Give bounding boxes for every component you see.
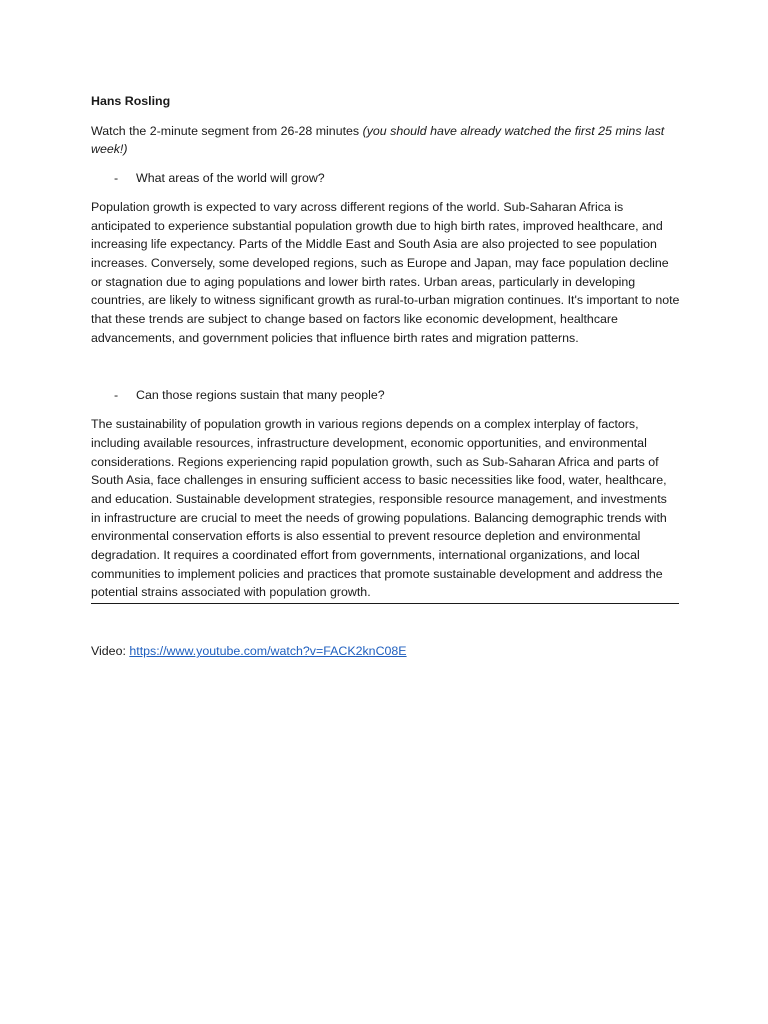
bullet-dash: - xyxy=(114,388,119,403)
intro-aside: (you should have already watched the first 25 mins last week!) xyxy=(91,123,665,157)
answer-2: The sustainability of population growth in various regions depends on a complex interplay of factors, including available resources, infrastructure development, economic opportunities, and environmental considerations. Regions experiencing rapid population growth, such as Sub-Saharan Africa and parts of South Asia, face challenges in ensuring sufficient access to basic necessities like food, water, healthcare, and education. Sustainable development strategies, responsible resource management, and investments in infrastructure are crucial to meet the needs of growing populations. Balancing demographic trends with environmental conservation efforts is also essential to prevent resource depletion and environmental degradation. It requires a coordinated effort from governments, international organizations, and local communities to implement policies and practices that promote sustainable development and address the potential strains associated with population growth. xyxy=(91,415,679,604)
intro-paragraph xyxy=(91,122,681,159)
video-link[interactable]: https://www.youtube.com/watch?v=FACK2knC08E xyxy=(129,644,407,659)
answer-1: Population growth is expected to vary across different regions of the world. Sub-Saharan Africa is anticipated to experience substantial population growth due to high birth rates, improved healthcare, and increasing life expectancy. Parts of the Middle East and South Asia are also projected to see population increases. Conversely, some developed regions, such as Europe and Japan, may face population decline or stagnation due to aging populations and lower birth rates. Urban areas, particularly in developing countries, are likely to witness significant growth as rural-to-urban migration continues. It's important to note that these trends are subject to change based on factors like economic development, healthcare advancements, and government policies that influence birth rates and migration patterns. xyxy=(91,199,680,345)
question-1 xyxy=(91,169,681,188)
bullet-dash: - xyxy=(114,171,119,186)
question-1-text: What areas of the world will grow? xyxy=(136,171,325,186)
document-title: Hans Rosling xyxy=(91,94,171,108)
video-line xyxy=(91,642,681,661)
question-2-text: Can those regions sustain that many people? xyxy=(136,388,385,403)
intro-text: Watch the 2-minute segment from 26-28 minutes xyxy=(91,123,363,138)
document-page xyxy=(91,92,681,673)
video-label: Video: xyxy=(91,644,130,659)
question-2 xyxy=(91,386,681,405)
